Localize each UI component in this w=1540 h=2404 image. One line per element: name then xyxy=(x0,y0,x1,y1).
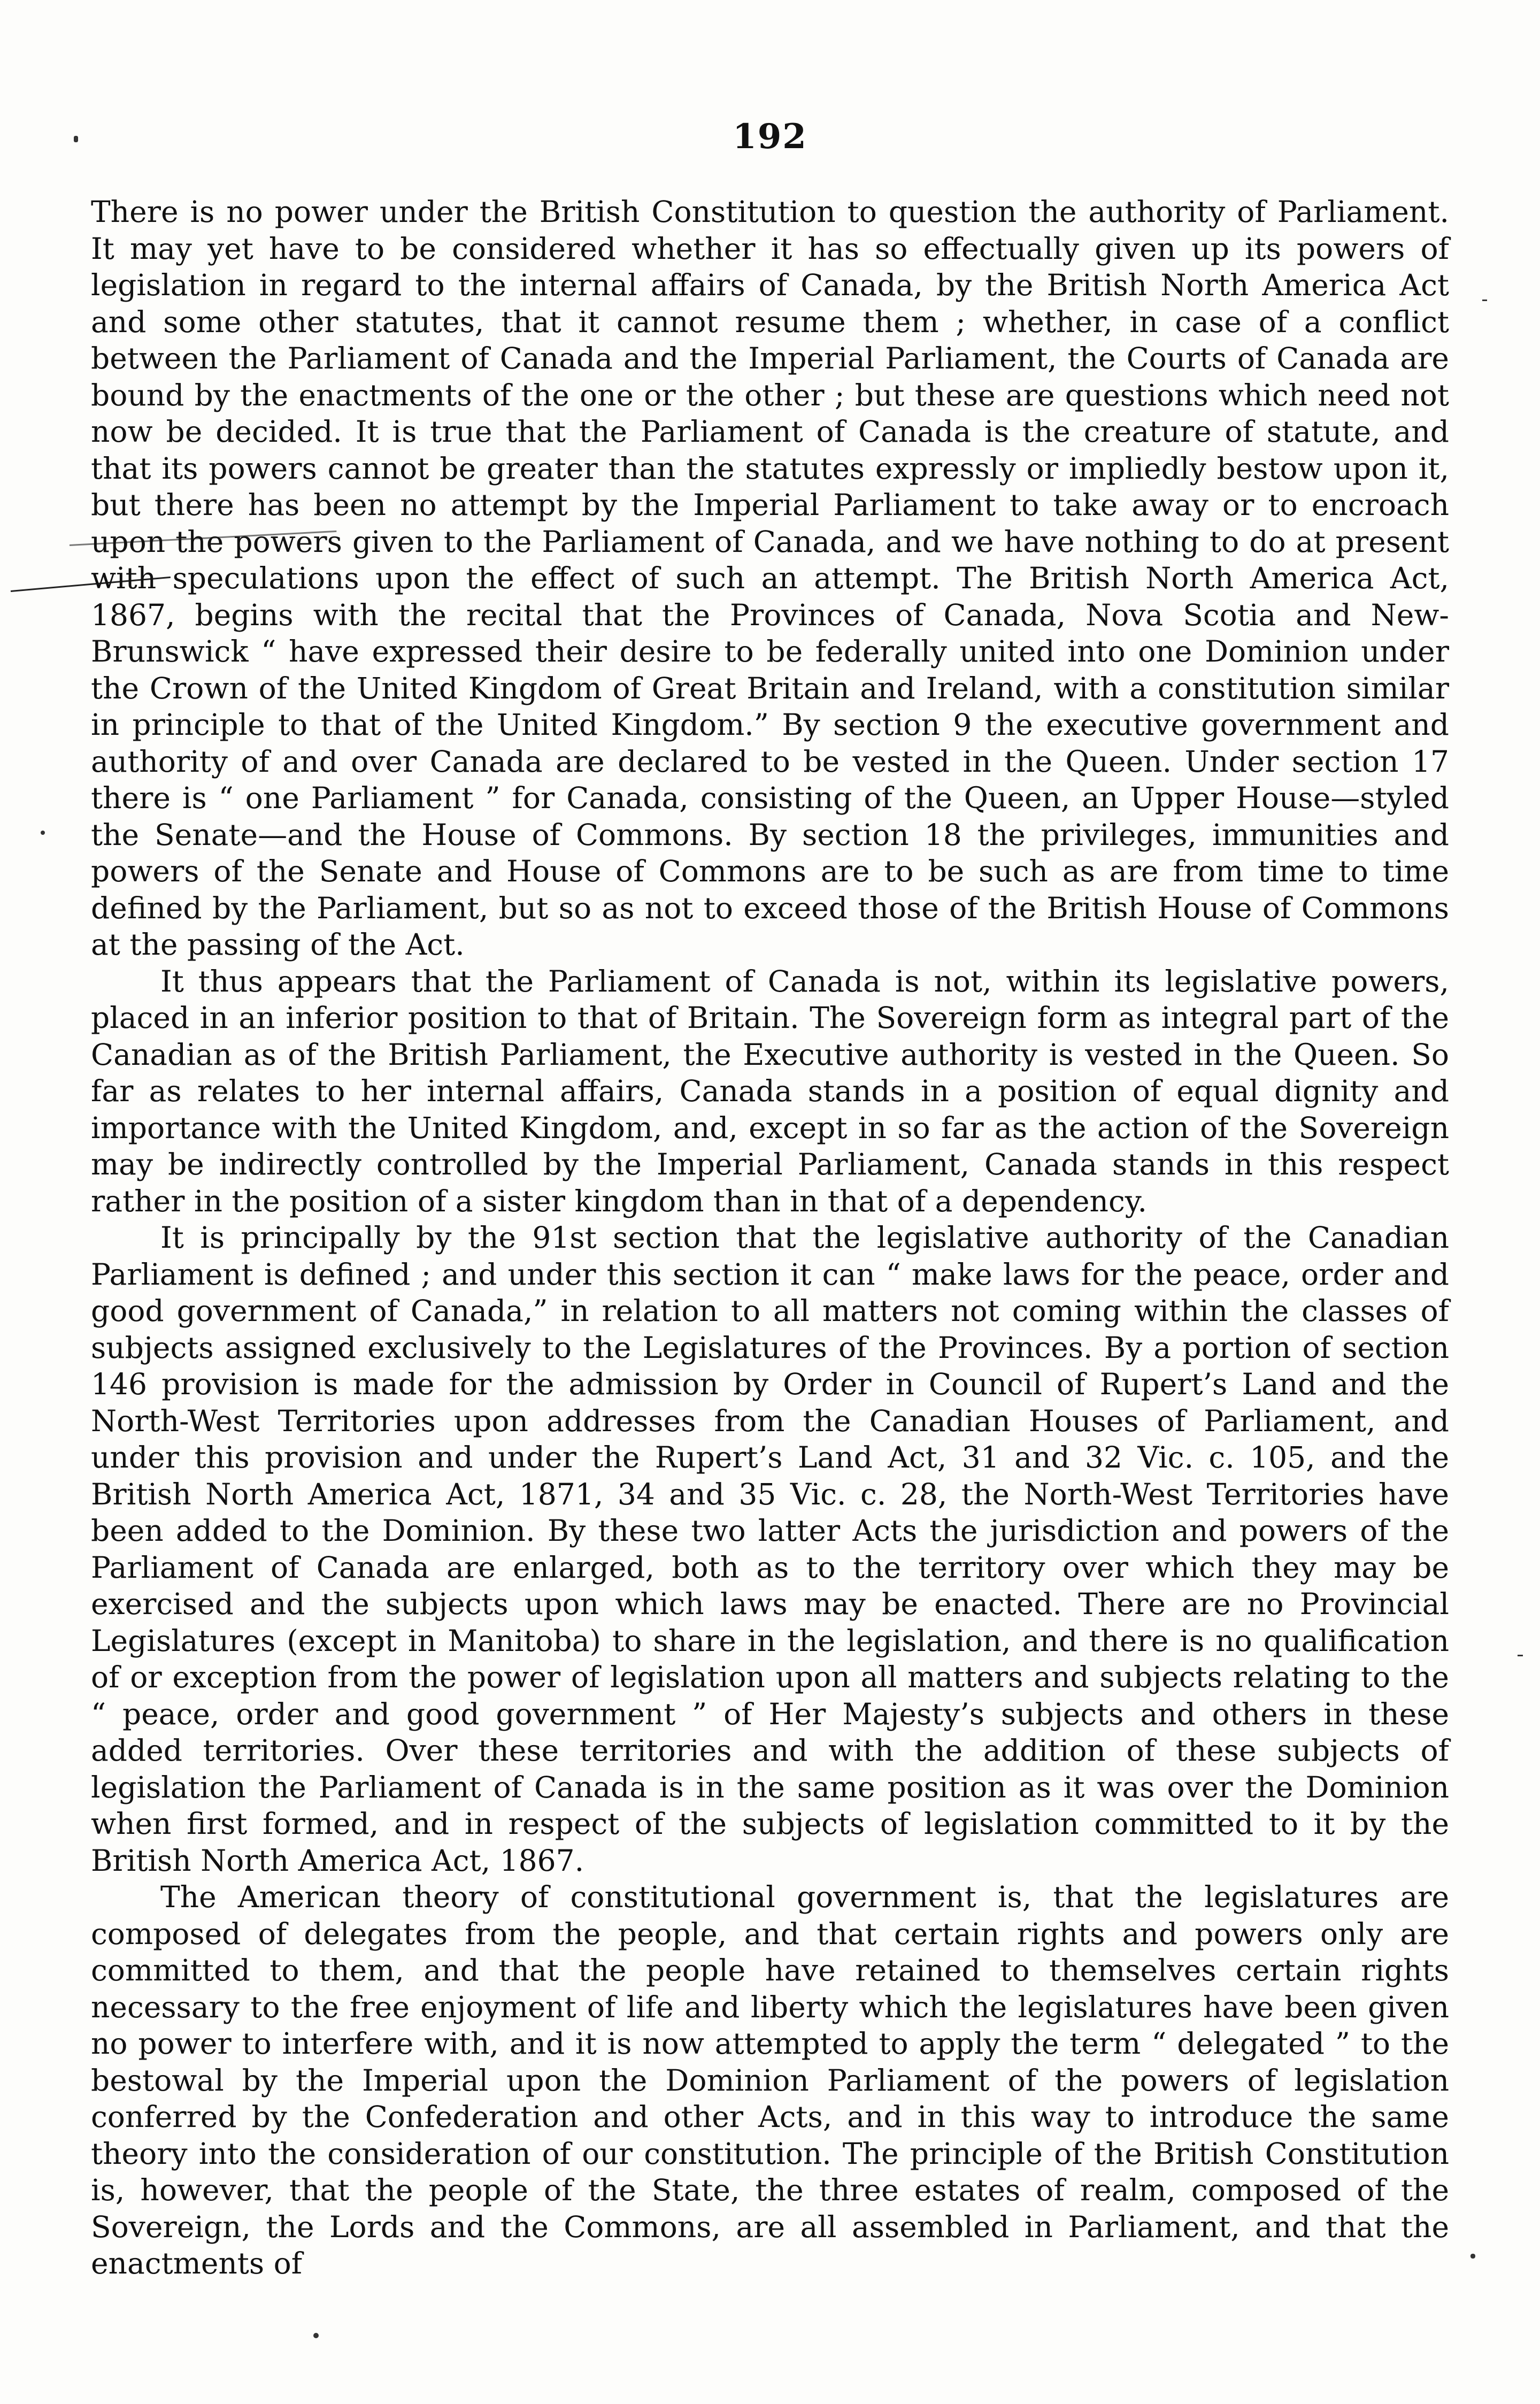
scan-speck xyxy=(1518,1655,1523,1656)
body-text xyxy=(91,194,1449,2282)
scan-speck xyxy=(313,2333,319,2338)
scan-speck xyxy=(41,831,45,835)
scan-speck xyxy=(1470,2254,1475,2259)
scan-speck xyxy=(1482,299,1487,301)
paragraph-2: It thus appears that the Parliament of Canada is not, within its legislative powers, placed in an inferior position to that of Britain. The Sovereign form as integral part of the Canadian as of the British Parliament, the Executive authority is vested in the Queen. So far as relates to her internal affairs, Canada stands in a position of equal dignity and importance with the United Kingdom, and, except in so far as the action of the Sovereign may be indirectly controlled by the Imperial Parliament, Canada stands in this respect rather in the position of a sister kingdom than in that of a dependency. xyxy=(91,964,1449,1218)
scan-speck xyxy=(74,136,78,142)
paragraph-4: The American theory of constitutional government is, that the legislatures are composed of delegates from the people, and that certain rights and powers only are committed to them, and that the people have retained to themselves certain rights necessary to the free enjoyment of life and liberty which the legislatures have been given no power to interfere with, and it is now attempted to apply the term “ delegated ” to the bestowal by the Imperial upon the Dominion Parliament of the powers of legislation conferred by the Confederation and other Acts, and in this way to introduce the same theory into the consideration of our constitution. The principle of the British Constitution is, however, that the people of the State, the three estates of realm, composed of the Sovereign, the Lords and the Commons, are all assembled in Parliament, and that the enactments of xyxy=(91,1880,1449,2280)
paragraph-1: There is no power under the British Constitution to question the authority of Parliament. It may yet have to be considered whether it has so effectually given up its powers of legislation in regard to the internal affairs of Canada, by the British North America Act and some other statutes, that it cannot resume them ; whether, in case of a conflict between the Parliament of Canada and the Imperial Parliament, the Courts of Canada are bound by the enactments of the one or the other ; but these are questions which need not now be decided. It is true that the Parliament of Canada is the creature of statute, and that its powers cannot be greater than the statutes expressly or impliedly bestow upon it, but there has been no attempt by the Imperial Parliament to take away or to encroach upon the powers given to the Parliament of Canada, and we have nothing to do at present with speculations upon the effect of such an attempt. The British North America Act, 1867, begins with the recital that the Provinces of Canada, Nova Scotia and New-Brunswick “ have expressed their desire to be federally united into one Dominion under the Crown of the United Kingdom of Great Britain and Ireland, with a constitution similar in principle to that of the United Kingdom.” By section 9 the executive government and authority of and over Canada are declared to be vested in the Queen. Under section 17 there is “ one Parliament ” for Canada, consisting of the Queen, an Upper House—styled the Senate—and the House of Commons. By section 18 the privileges, immunities and powers of the Senate and House of Commons are to be such as are from time to time defined by the Parliament, but so as not to exceed those of the British House of Commons at the passing of the Act. xyxy=(91,195,1449,962)
paragraph-3: It is principally by the 91st section that the legislative authority of the Canadian Parliament is defined ; and under this section it can “ make laws for the peace, order and good government of Canada,” in relation to all matters not coming within the classes of subjects assigned exclusively to the Legislatures of the Provinces. By a portion of section 146 provision is made for the admission by Order in Council of Rupert’s Land and the North-West Territories upon addresses from the Canadian Houses of Parliament, and under this provision and under the Rupert’s Land Act, 31 and 32 Vic. c. 105, and the British North America Act, 1871, 34 and 35 Vic. c. 28, the North-West Territories have been added to the Dominion. By these two latter Acts the jurisdiction and powers of the Parliament of Canada are enlarged, both as to the territory over which they may be exercised and the subjects upon which laws may be enacted. There are no Provincial Legislatures (except in Manitoba) to share in the legislation, and there is no qualification of or exception from the power of legislation upon all matters and subjects relating to the “ peace, order and good government ” of Her Majesty’s subjects and others in these added territories. Over these territories and with the addition of these subjects of legislation the Parliament of Canada is in the same position as it was over the Dominion when first formed, and in respect of the subjects of legislation committed to it by the British North America Act, 1867. xyxy=(91,1220,1449,1878)
page-number: 192 xyxy=(733,117,807,157)
